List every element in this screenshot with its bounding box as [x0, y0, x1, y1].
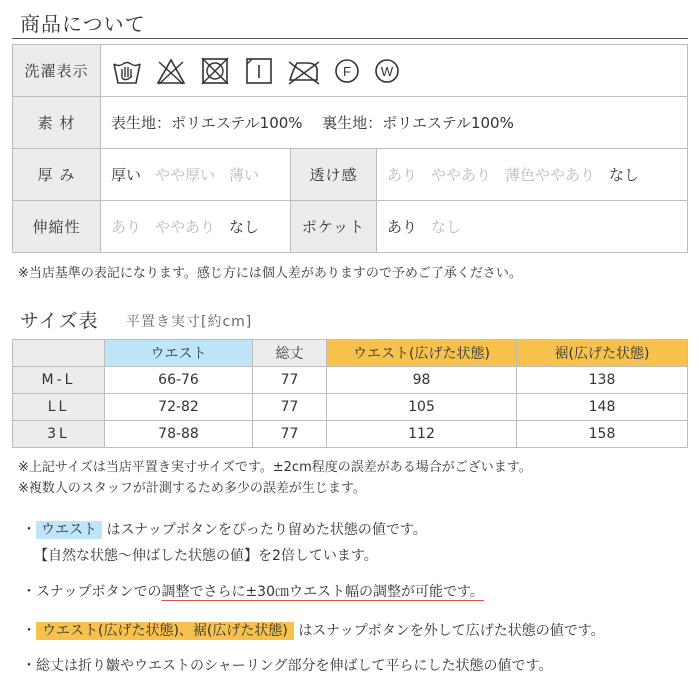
section-title: 商品について	[20, 12, 146, 36]
bullet-open	[22, 620, 605, 640]
wash-row	[13, 45, 688, 97]
size-cell: 77	[253, 367, 327, 394]
thickness-option: 薄い	[229, 166, 260, 184]
size-table-title: サイズ表	[20, 310, 99, 332]
no-bleach-icon	[155, 56, 187, 86]
size-cell: 66-76	[105, 367, 253, 394]
size-table-subtitle: 平置き実寸[約cm]	[126, 314, 253, 330]
iron-low-icon	[287, 56, 321, 86]
bullet-text: はスナップボタンをぴったり留めた状態の値です。	[106, 522, 427, 538]
size-table	[12, 339, 688, 448]
adjust-emphasis: 調整でさらに±30㎝ウエスト幅の調整が可能です。	[161, 584, 484, 600]
size-cell: 158	[517, 421, 688, 448]
stretch-label: 伸縮性	[13, 201, 101, 253]
hand-wash-icon	[111, 56, 143, 86]
size-row	[13, 367, 688, 394]
material-row	[13, 97, 688, 149]
size-header-waist: ウエスト	[105, 340, 253, 367]
stretch-options	[101, 201, 291, 253]
size-cell: 148	[517, 394, 688, 421]
dry-clean-f-icon	[333, 57, 361, 85]
thickness-label: 厚 み	[13, 149, 101, 201]
size-row-label: 3L	[13, 421, 105, 448]
size-cell: 112	[327, 421, 517, 448]
size-row-label: LL	[13, 394, 105, 421]
stretch-option: あり	[111, 218, 142, 236]
wet-clean-letter: W	[380, 63, 394, 79]
wash-label: 洗濯表示	[13, 45, 101, 97]
thickness-option: やや厚い	[155, 166, 216, 184]
size-cell: 72-82	[105, 394, 253, 421]
pocket-label: ポケット	[291, 201, 377, 253]
bullet-length: ・総丈は折り皺やウエストのシャーリング部分を伸ばして平らにした状態の値です。	[22, 658, 553, 674]
bullet-waist	[22, 519, 427, 539]
size-cell: 105	[327, 394, 517, 421]
sheer-option: あり	[387, 166, 418, 184]
title-divider	[12, 38, 688, 39]
wet-clean-w-icon	[373, 57, 401, 85]
stretch-option: ややあり	[155, 218, 216, 236]
size-cell: 78-88	[105, 421, 253, 448]
sheer-option: ややあり	[431, 166, 492, 184]
material-label: 素 材	[13, 97, 101, 149]
open-tag: ウエスト(広げた状態)、裾(広げた状態)	[36, 622, 294, 640]
bullet-text: はスナップボタンを外して広げた状態の値です。	[298, 623, 605, 639]
thickness-options	[101, 149, 291, 201]
product-info-table	[12, 44, 688, 253]
line-dry-icon	[243, 56, 275, 86]
sheer-option: 薄色ややあり	[505, 166, 596, 184]
size-row	[13, 421, 688, 448]
size-note-2: ※複数人のスタッフが計測するため多少の誤差が生じます。	[18, 481, 366, 496]
bullet-adjust	[22, 581, 484, 601]
bullet-text: ・スナップボタンでの	[22, 584, 162, 600]
sheer-options	[377, 149, 688, 201]
sheer-label: 透け感	[291, 149, 377, 201]
pocket-options	[377, 201, 688, 253]
pocket-option: あり	[387, 218, 418, 236]
size-header-length: 総丈	[253, 340, 327, 367]
size-cell: 77	[253, 421, 327, 448]
wash-icons	[101, 45, 688, 97]
size-note-1: ※上記サイズは当店平置き実寸サイズです。±2cm程度の誤差がある場合がございます。	[18, 460, 532, 475]
size-header-blank	[13, 340, 105, 367]
material-value: 表生地：ポリエステル100% 裏生地：ポリエステル100%	[101, 97, 688, 149]
bullet-waist-line2: 【自然な状態～伸ばした状態の値】を2倍しています。	[34, 548, 378, 564]
dry-clean-letter: F	[343, 63, 351, 79]
size-cell: 77	[253, 394, 327, 421]
stretch-pocket-row	[13, 201, 688, 253]
thickness-sheer-row	[13, 149, 688, 201]
size-row	[13, 394, 688, 421]
size-cell: 138	[517, 367, 688, 394]
waist-tag: ウエスト	[36, 521, 102, 539]
bullet-mark: ・	[22, 623, 36, 639]
stretch-option: なし	[229, 218, 260, 236]
size-notes	[18, 457, 532, 499]
size-header-hem-open: 裾(広げた状態)	[517, 340, 688, 367]
bullet-mark: ・	[22, 522, 36, 538]
sheer-option: なし	[609, 166, 640, 184]
size-header-row	[13, 340, 688, 367]
pocket-option: なし	[431, 218, 462, 236]
no-tumble-dry-icon	[199, 56, 231, 86]
size-header-waist-open: ウエスト(広げた状態)	[327, 340, 517, 367]
standard-note: ※当店基準の表記になります。感じ方には個人差がありますので予めご了承ください。	[18, 266, 522, 281]
size-cell: 98	[327, 367, 517, 394]
size-row-label: M-L	[13, 367, 105, 394]
thickness-option: 厚い	[111, 166, 142, 184]
